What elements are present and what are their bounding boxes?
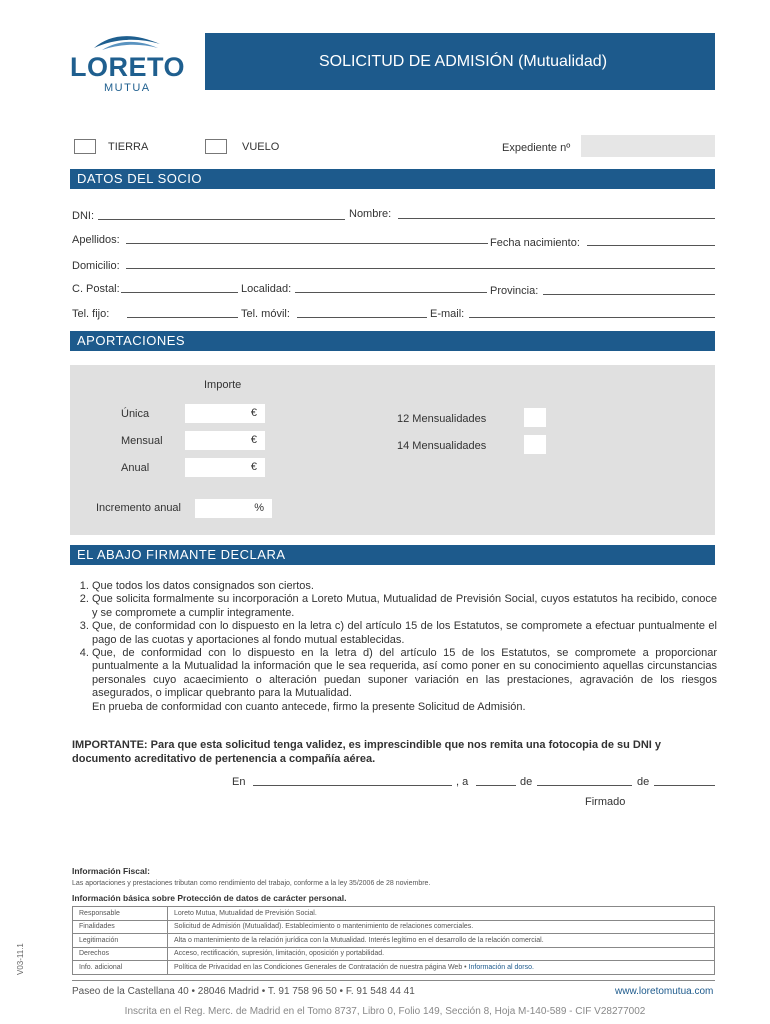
section-declara: EL ABAJO FIRMANTE DECLARA [70, 545, 715, 565]
fecha-nacimiento-field[interactable] [587, 245, 715, 246]
firma-lugar-field[interactable] [253, 785, 452, 786]
table-cell-key: Responsable [73, 907, 168, 921]
important-note: IMPORTANTE: Para que esta solicitud tenga validez, es imprescindible que nos remita una fotocopia de su DNI y documento acreditativo de pertenencia a compañía aérea. [72, 739, 662, 765]
version-code: V03-11.1 [16, 943, 25, 975]
localidad-field[interactable] [295, 292, 487, 293]
page-title: SOLICITUD DE ADMISIÓN (Mutualidad) [205, 33, 715, 90]
provincia-field[interactable] [543, 294, 715, 295]
table-row [73, 947, 715, 961]
unica-label: Única [121, 408, 150, 420]
importe-label: Importe [204, 379, 242, 391]
nombre-label: Nombre: [349, 208, 392, 220]
logo [70, 30, 188, 92]
table-cell-value: Loreto Mutua, Mutualidad de Previsión Social. [168, 907, 715, 921]
tierra-checkbox[interactable] [74, 139, 96, 154]
dni-field[interactable] [98, 219, 345, 220]
tel-movil-field[interactable] [297, 317, 427, 318]
anual-label: Anual [121, 462, 150, 474]
vuelo-label: VUELO [242, 141, 280, 153]
provincia-label: Provincia: [490, 285, 539, 297]
section-datos-socio: DATOS DEL SOCIO [70, 169, 715, 189]
logo-name: LORETO [70, 52, 186, 82]
m12-checkbox[interactable] [524, 408, 546, 427]
incremento-input[interactable]: % [195, 499, 272, 518]
footer-address: Paseo de la Castellana 40 • 28046 Madrid • T. 91 758 96 50 • F. 91 548 44 41 [72, 986, 415, 997]
firma-dia-field[interactable] [476, 785, 516, 786]
mensual-input[interactable]: € [185, 431, 265, 450]
table-row [73, 961, 715, 975]
table-cell-key: Finalidades [73, 920, 168, 934]
tel-fijo-field[interactable] [127, 317, 238, 318]
firma-de1-label: de [520, 776, 533, 788]
footer-divider [72, 980, 715, 981]
table-cell-value: Alta o mantenimiento de la relación jurídica con la Mutualidad. Interés legítimo en el desarrollo de la relación comercial. [168, 934, 715, 948]
footer-web-link[interactable]: www.loretomutua.com [615, 986, 714, 997]
cpostal-label: C. Postal: [72, 283, 120, 295]
aportaciones-panel [70, 365, 715, 535]
declaration-item: 1. Que todos los datos consignados son ciertos. [92, 580, 717, 593]
unica-input[interactable]: € [185, 404, 265, 423]
email-label: E-mail: [430, 308, 465, 320]
info-adicional-text: Política de Privacidad en las Condiciones Generales de Contratación de nuestra página Web • [174, 963, 467, 971]
table-cell-key: Derechos [73, 947, 168, 961]
section-aportaciones: APORTACIONES [70, 331, 715, 351]
firma-mes-field[interactable] [537, 785, 632, 786]
footer-registry: Inscrita en el Reg. Merc. de Madrid en el Tomo 8737, Libro 0, Folio 149, Sección 8, Hoja M-140-589 - CIF V28277002 [124, 1006, 646, 1017]
nombre-field[interactable] [398, 218, 715, 219]
email-field[interactable] [469, 317, 715, 318]
proteccion-title: Información básica sobre Protección de datos de carácter personal. [72, 893, 347, 903]
localidad-label: Localidad: [241, 283, 292, 295]
m14-label: 14 Mensualidades [397, 440, 487, 452]
tel-movil-label: Tel. móvil: [241, 308, 290, 320]
apellidos-field[interactable] [126, 243, 488, 244]
expediente-label: Expediente nº [502, 142, 571, 154]
wave-icon [92, 30, 162, 52]
cpostal-field[interactable] [121, 292, 238, 293]
declaration-list [72, 580, 717, 714]
firma-en-label: En [232, 776, 246, 788]
firmado-label: Firmado [585, 796, 626, 808]
mensual-label: Mensual [121, 435, 163, 447]
apellidos-label: Apellidos: [72, 234, 120, 246]
table-cell-key: Legitimación [73, 934, 168, 948]
firma-de2-label: de [637, 776, 650, 788]
table-cell-value: Acceso, rectificación, supresión, limitación, oposición y portabilidad. [168, 947, 715, 961]
expediente-field[interactable] [581, 135, 715, 157]
m12-label: 12 Mensualidades [397, 413, 487, 425]
logo-sub: MUTUA [104, 82, 151, 94]
table-cell-key: Info. adicional [73, 961, 168, 975]
vuelo-checkbox[interactable] [205, 139, 227, 154]
firma-anio-field[interactable] [654, 785, 715, 786]
proteccion-table [72, 906, 715, 975]
dni-label: DNI: [72, 210, 94, 222]
firma-a-label: , a [456, 776, 469, 788]
incremento-label: Incremento anual [96, 502, 181, 514]
info-dorso-link[interactable]: Información al dorso. [468, 963, 534, 971]
domicilio-label: Domicilio: [72, 260, 120, 272]
declaration-item: 4. Que, de conformidad con lo dispuesto en la letra d) del artículo 15 de los Estatutos, se compromete a proporcionar puntualmente a la Mutualidad la información que le sea requerida, así como poner en su conocimiento aquellas circunstancias personales cuyo acaecimiento o alteración puedan suponer variación en las prestaciones, agravación de los riesgos asegurados, o implicar quebranto para la Mutualidad. [92, 647, 717, 701]
table-row [73, 907, 715, 921]
tierra-label: TIERRA [108, 141, 149, 153]
tel-fijo-label: Tel. fijo: [72, 308, 110, 320]
domicilio-field[interactable] [126, 268, 715, 269]
table-cell-value: Solicitud de Admisión (Mutualidad). Establecimiento o mantenimiento de relaciones comerciales. [168, 920, 715, 934]
table-row [73, 920, 715, 934]
table-row [73, 934, 715, 948]
declaration-item: 2. Que solicita formalmente su incorporación a Loreto Mutua, Mutualidad de Previsión Social, cuyos estatutos ha recibido, conoce y se compromete a cumplir integramente. [92, 593, 717, 620]
declaration-closing: En prueba de conformidad con cuanto antecede, firmo la presente Solicitud de Admisión. [92, 700, 526, 713]
m14-checkbox[interactable] [524, 435, 546, 454]
fiscal-text: Las aportaciones y prestaciones tributan como rendimiento del trabajo, conforme a la ley 35/2006 de 28 noviembre. [72, 880, 431, 887]
table-cell-value [168, 961, 715, 975]
fiscal-title: Información Fiscal: [72, 866, 150, 876]
declaration-item: 3. Que, de conformidad con lo dispuesto en la letra c) del artículo 15 de los Estatutos, se compromete a efectuar puntualmente el pago de las cuotas y aportaciones al fondo mutual establecidas. [92, 620, 717, 647]
fecha-nacimiento-label: Fecha nacimiento: [490, 237, 580, 249]
anual-input[interactable]: € [185, 458, 265, 477]
